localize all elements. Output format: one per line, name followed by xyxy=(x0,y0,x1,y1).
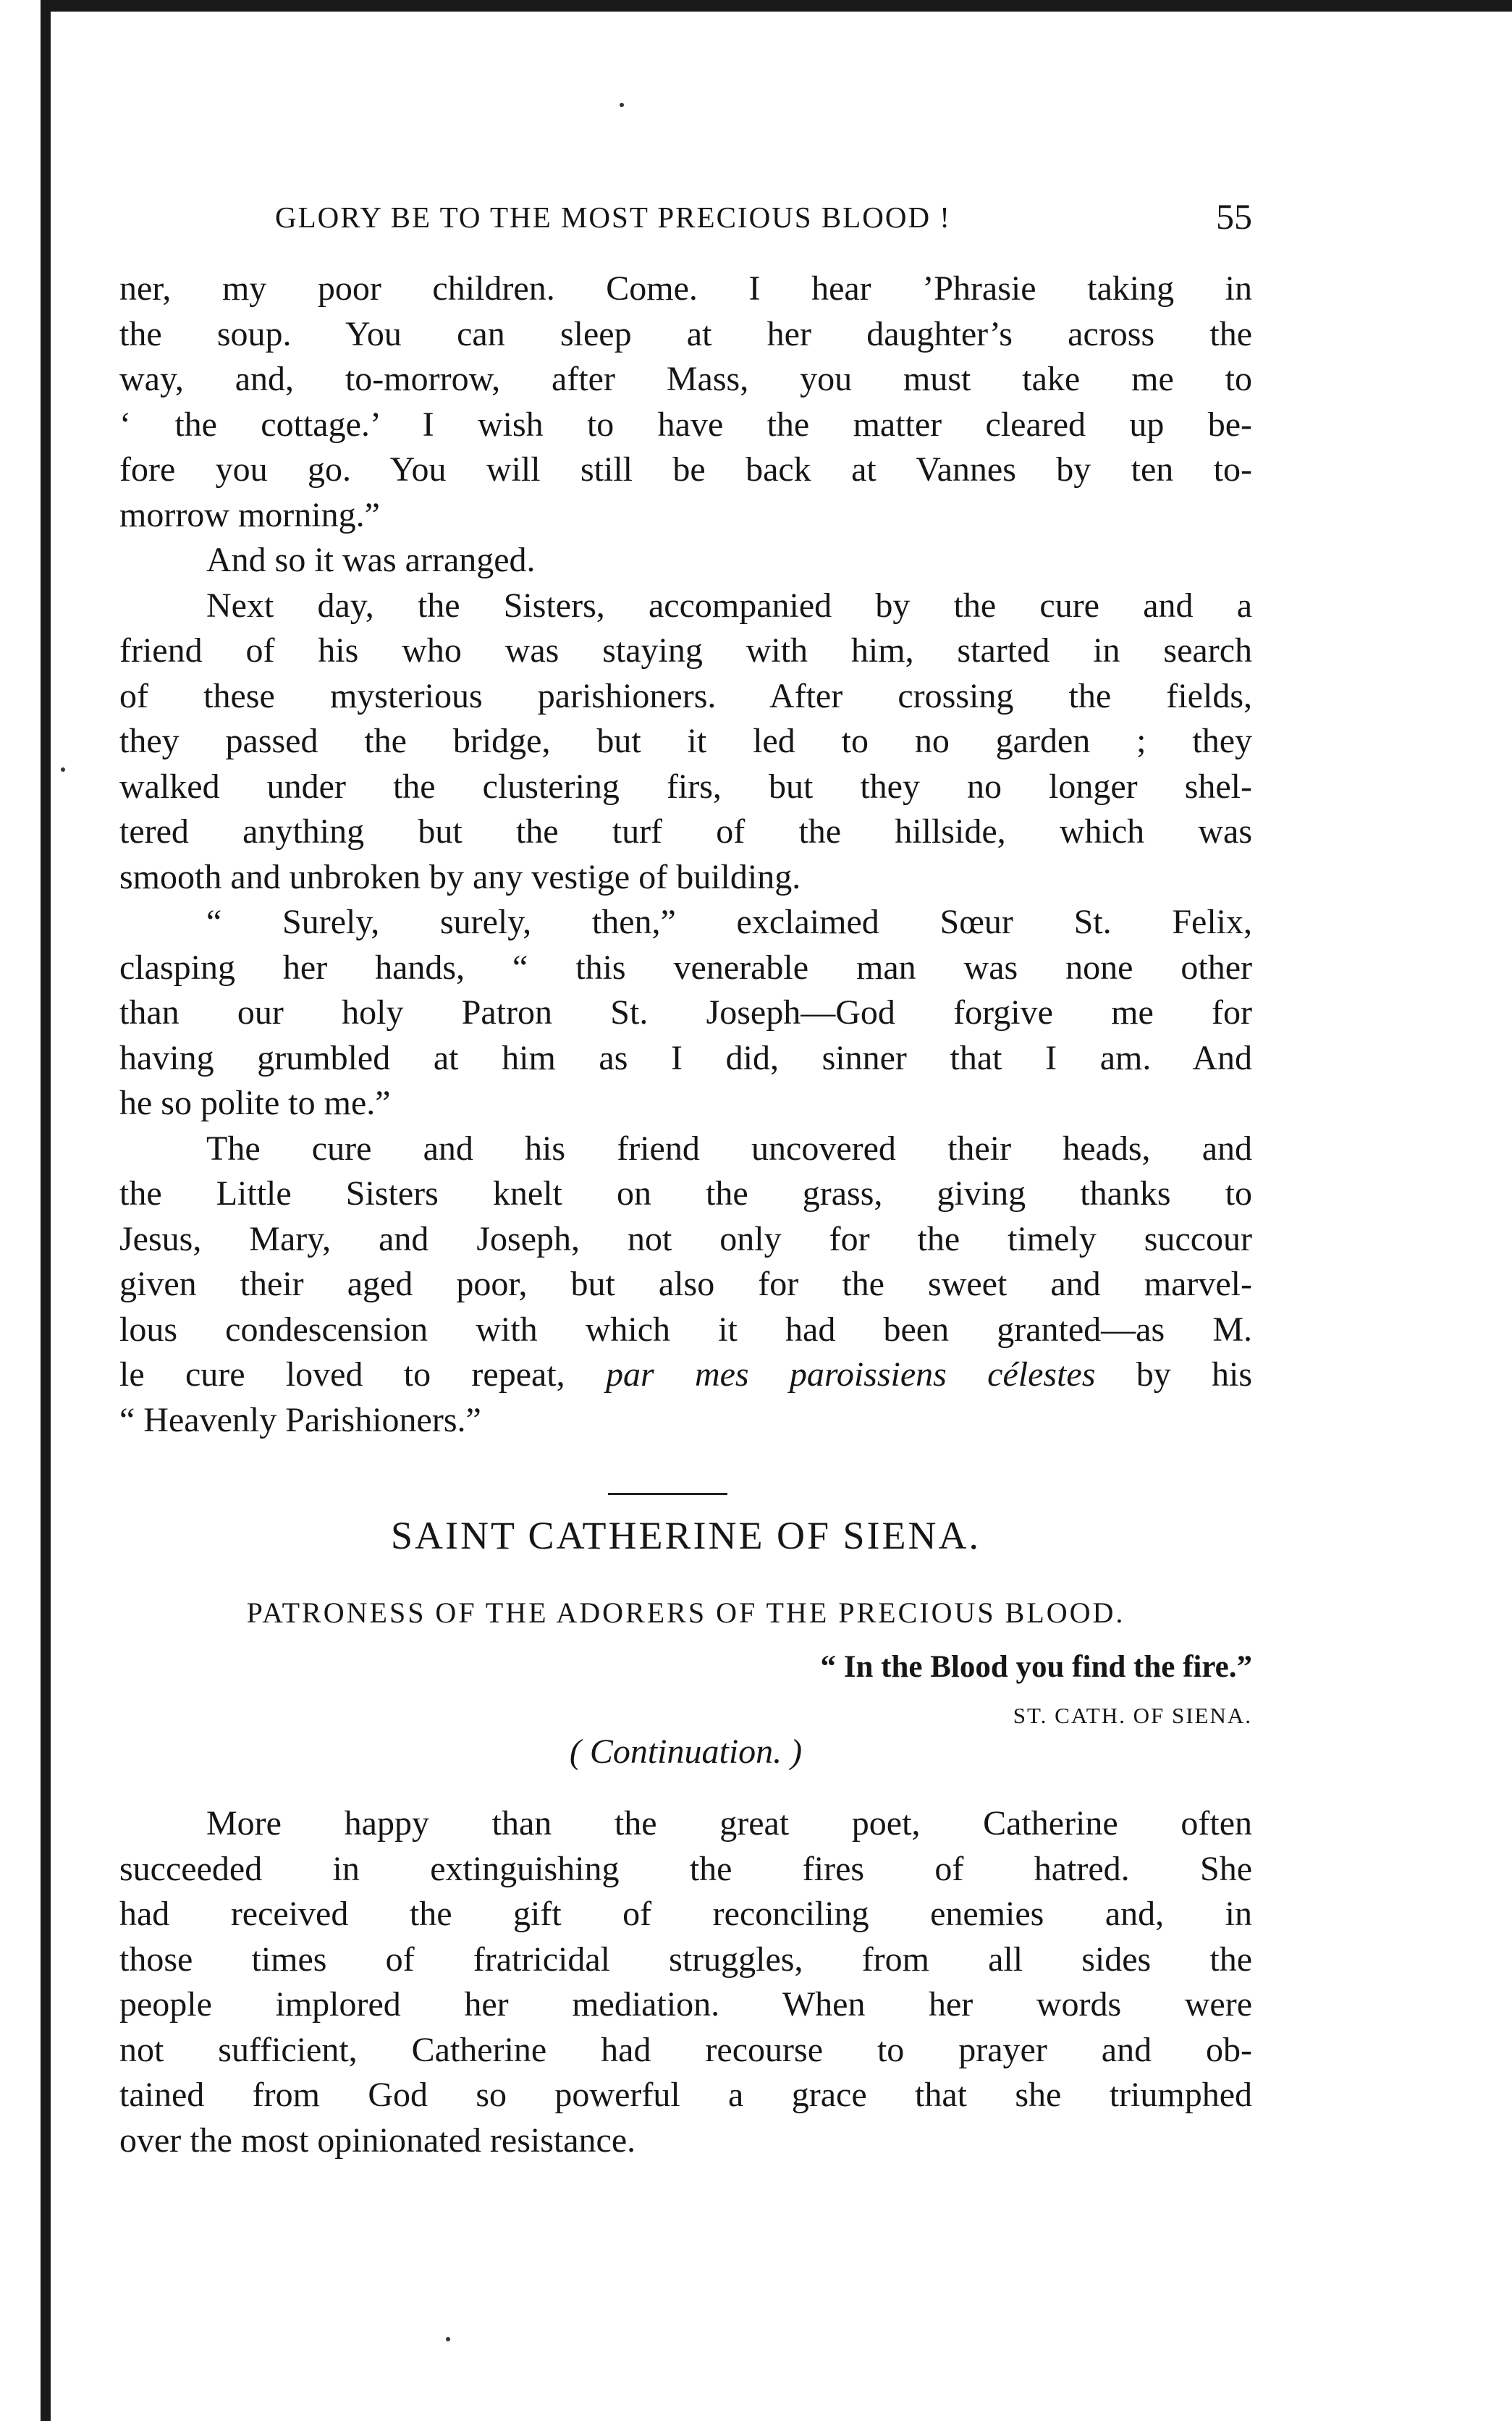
text-line: morrow morning.” xyxy=(119,495,380,534)
text-line: not sufficient, Catherine had recourse to prayer and ob- xyxy=(119,2030,1252,2069)
text-line: way, and, to-morrow, after Mass, you must take me to xyxy=(119,360,1252,398)
text-line: the Little Sisters knelt on the grass, giving thanks to xyxy=(119,1174,1252,1213)
italic-phrase: par mes paroissiens célestes xyxy=(605,1355,1096,1394)
text-line: Jesus, Mary, and Joseph, not only for the timely succour xyxy=(119,1219,1252,1258)
text-line-start: le cure loved to repeat, xyxy=(119,1355,565,1394)
text-line-end: by his xyxy=(1136,1355,1253,1394)
ink-speck xyxy=(446,2337,450,2341)
text-line: the soup. You can sleep at her daughter’s across the xyxy=(119,314,1252,353)
text-line: than our holy Patron St. Joseph—God forgive me for xyxy=(119,993,1252,1032)
ink-speck xyxy=(61,767,65,772)
running-header xyxy=(119,193,1252,243)
text-line: he so polite to me.” xyxy=(119,1084,391,1122)
text-line: given their aged poor, but also for the sweet and marvel- xyxy=(119,1265,1252,1303)
text-line: ‘ the cottage.’ I wish to have the matter cleared up be- xyxy=(119,405,1252,444)
text-line: of these mysterious parishioners. After crossing the fields, xyxy=(119,676,1252,715)
ink-speck xyxy=(620,103,624,107)
text-line: over the most opinionated resistance. xyxy=(119,2121,636,2160)
catherine-text xyxy=(119,1801,1252,2163)
story-text xyxy=(119,266,1252,1443)
text-line: lous condescension with which it had been granted—as M. xyxy=(119,1310,1252,1349)
text-line: having grumbled at him as I did, sinner that I am. And xyxy=(119,1038,1252,1077)
text-line: The cure and his friend uncovered their heads, and xyxy=(206,1129,1252,1168)
text-line: And so it was arranged. xyxy=(206,541,536,579)
continuation-note: ( Continuation. ) xyxy=(569,1732,803,1771)
text-line: Next day, the Sisters, accompanied by the cure and a xyxy=(206,586,1252,625)
text-line: had received the gift of reconciling enemies and, in xyxy=(119,1895,1252,1933)
section-subtitle: PATRONESS OF THE ADORERS OF THE PRECIOUS BLOOD. xyxy=(246,1596,1125,1629)
page-top-border xyxy=(43,0,1512,12)
text-line: tained from God so powerful a grace that she triumphed xyxy=(119,2076,1252,2114)
running-title: GLORY BE TO THE MOST PRECIOUS BLOOD ! xyxy=(275,201,951,234)
text-line: they passed the bridge, but it led to no garden ; they xyxy=(119,722,1252,760)
epigraph-attribution: ST. CATH. OF SIENA. xyxy=(1013,1703,1252,1728)
text-line: “ Heavenly Parishioners.” xyxy=(119,1400,481,1439)
section-divider xyxy=(608,1493,727,1495)
text-line: ner, my poor children. Come. I hear ’Phrasie taking in xyxy=(119,269,1252,308)
text-line-with-italic xyxy=(119,1352,1252,1398)
text-line: friend of his who was staying with him, started in search xyxy=(119,631,1252,670)
epigraph-quote: “ In the Blood you find the fire.” xyxy=(820,1650,1252,1684)
text-line: “ Surely, surely, then,” exclaimed Sœur St. Felix, xyxy=(206,903,1252,941)
text-line: tered anything but the turf of the hillside, which was xyxy=(119,812,1252,851)
text-line: succeeded in extinguishing the fires of hatred. She xyxy=(119,1849,1252,1888)
text-line: More happy than the great poet, Catherine often xyxy=(206,1804,1252,1843)
text-line: fore you go. You will still be back at Vannes by ten to- xyxy=(119,450,1252,489)
page-left-border xyxy=(41,0,51,2421)
text-line: smooth and unbroken by any vestige of building. xyxy=(119,857,801,896)
section-title: SAINT CATHERINE OF SIENA. xyxy=(390,1514,981,1557)
text-line: people implored her mediation. When her words were xyxy=(119,1985,1252,2024)
text-line: clasping her hands, “ this venerable man was none other xyxy=(119,948,1252,987)
page-number: 55 xyxy=(1216,196,1252,237)
text-line: those times of fratricidal struggles, from all sides the xyxy=(119,1940,1252,1979)
text-line: walked under the clustering firs, but they no longer shel- xyxy=(119,767,1252,806)
